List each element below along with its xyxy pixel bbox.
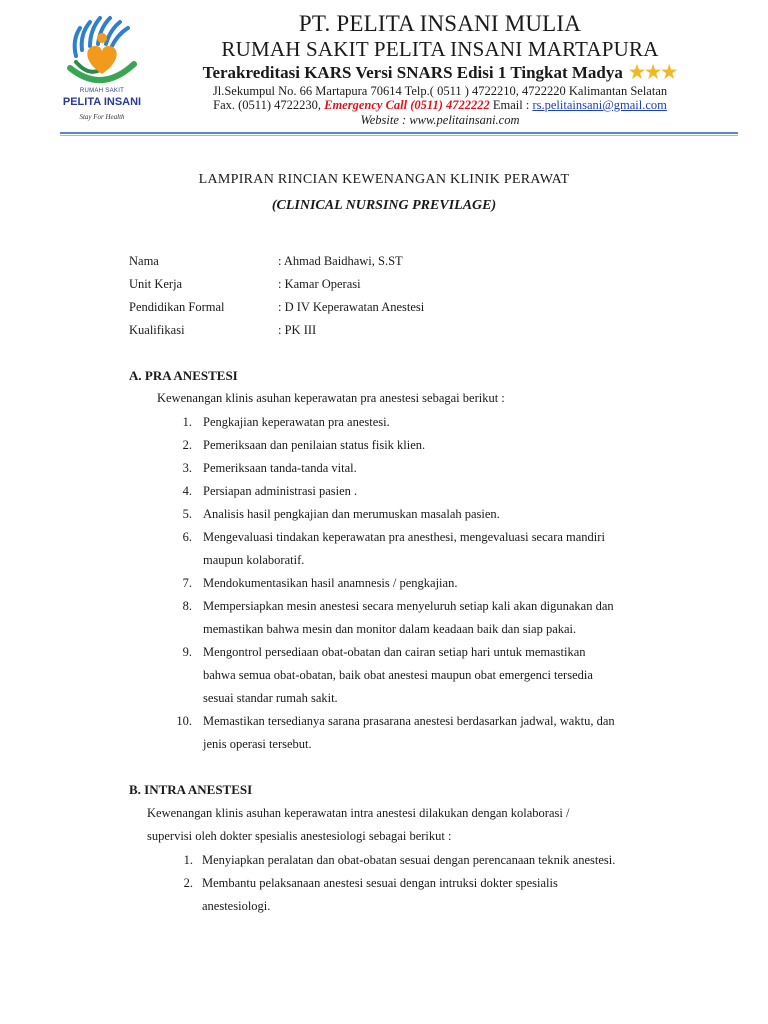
section-b-intro-line: supervisi oleh dokter spesialis anestesiologi sebagai berikut : — [147, 829, 452, 843]
list-item-number: 1. — [183, 853, 193, 867]
list-item-number: 7. — [182, 576, 192, 590]
list-item-text: Pemeriksaan dan penilaian status fisik klien. — [203, 438, 426, 452]
field-label: Unit Kerja — [129, 277, 183, 291]
website-line: Website : www.pelitainsani.com — [360, 113, 520, 127]
accreditation-line — [150, 61, 730, 84]
field-label: Kualifikasi — [129, 323, 185, 337]
list-item-number: 1. — [182, 415, 192, 429]
list-item-text: maupun kolaboratif. — [203, 553, 305, 567]
list-item-text: sesuai standar rumah sakit. — [203, 691, 338, 705]
list-item-text: Menyiapkan peralatan dan obat-obatan sesuai dengan perencanaan teknik anestesi. — [202, 853, 616, 867]
company-name: PT. PELITA INSANI MULIA — [298, 11, 582, 36]
section-a-intro: Kewenangan klinis asuhan keperawatan pra anestesi sebagai berikut : — [157, 391, 505, 405]
list-item-text: Memastikan tersedianya sarana prasarana anestesi berdasarkan jadwal, waktu, dan — [203, 714, 615, 728]
section-a-heading: A. PRA ANESTESI — [129, 368, 238, 383]
document-title: LAMPIRAN RINCIAN KEWENANGAN KLINIK PERAWAT — [198, 172, 570, 187]
field-value: : Ahmad Baidhawi, S.ST — [278, 254, 403, 268]
list-item-text: Mempersiapkan mesin anestesi secara menyeluruh setiap kali akan digunakan dan — [203, 599, 614, 613]
logo-tagline: Stay For Health — [79, 113, 125, 121]
hospital-name: RUMAH SAKIT PELITA INSANI MARTAPURA — [221, 37, 659, 61]
list-item-number: 6. — [182, 530, 192, 544]
emergency-call-text: Emergency Call (0511) 4722222 — [324, 98, 490, 112]
list-item-text: Persiapan administrasi pasien . — [203, 484, 358, 498]
contact-line — [150, 97, 730, 113]
list-item-number: 8. — [182, 599, 192, 613]
list-item-text: jenis operasi tersebut. — [203, 737, 312, 751]
list-item-text: Pemeriksaan tanda-tanda vital. — [203, 461, 357, 475]
address-line: Jl.Sekumpul No. 66 Martapura 70614 Telp.( 0511 ) 4722210, 4722220 Kalimantan Selatan — [212, 84, 668, 98]
field-value: : Kamar Operasi — [278, 277, 361, 291]
list-item-number: 3. — [182, 461, 192, 475]
header-divider — [60, 132, 738, 134]
fax-text: Fax. (0511) 4722230, — [213, 98, 321, 112]
list-item-number: 9. — [182, 645, 192, 659]
logo-emblem-icon — [62, 10, 142, 90]
logo-top-text: RUMAH SAKIT — [79, 88, 125, 94]
list-item-number: 5. — [182, 507, 192, 521]
list-item-text: anestesiologi. — [202, 899, 271, 913]
list-item-text: Mengontrol persediaan obat-obatan dan cairan setiap hari untuk memastikan — [203, 645, 586, 659]
section-b-intro-line: Kewenangan klinis asuhan keperawatan intra anestesi dilakukan dengan kolaborasi / — [147, 806, 570, 820]
list-item-text: Mengevaluasi tindakan keperawatan pra anesthesi, mengevaluasi secara mandiri — [203, 530, 605, 544]
email-label: Email : — [492, 98, 530, 112]
accreditation-text: Terakreditasi KARS Versi SNARS Edisi 1 Tingkat Madya — [202, 63, 623, 82]
list-item-text: Membantu pelaksanaan anestesi sesuai dengan intruksi dokter spesialis — [202, 876, 558, 890]
list-item-number: 2. — [182, 438, 192, 452]
logo-name-text: PELITA INSANI — [62, 96, 142, 108]
list-item-number: 10. — [176, 714, 192, 728]
list-item-text: Analisis hasil pengkajian dan merumuskan masalah pasien. — [203, 507, 500, 521]
list-item-text: Mendokumentasikan hasil anamnesis / pengkajian. — [203, 576, 458, 590]
hospital-logo — [62, 10, 142, 130]
field-label: Pendidikan Formal — [129, 300, 225, 314]
list-item-number: 4. — [182, 484, 192, 498]
star-rating-icon: ★★★ — [628, 62, 678, 82]
field-value: : PK III — [278, 323, 317, 337]
list-item-text: Pengkajian keperawatan pra anestesi. — [203, 415, 390, 429]
section-b-heading: B. INTRA ANESTESI — [129, 782, 253, 797]
list-item-text: memastikan bahwa mesin dan monitor dalam keadaan baik dan siap pakai. — [203, 622, 577, 636]
field-value: : D IV Keperawatan Anestesi — [278, 300, 425, 314]
header-divider-thin — [60, 135, 738, 136]
email-link[interactable]: rs.pelitainsani@gmail.com — [532, 98, 667, 112]
document-subtitle: (CLINICAL NURSING PREVILAGE) — [271, 198, 497, 213]
list-item-text: bahwa semua obat-obatan, baik obat anestesi maupun obat emergenci tersedia — [203, 668, 593, 682]
field-label: Nama — [129, 254, 159, 268]
list-item-number: 2. — [183, 876, 193, 890]
